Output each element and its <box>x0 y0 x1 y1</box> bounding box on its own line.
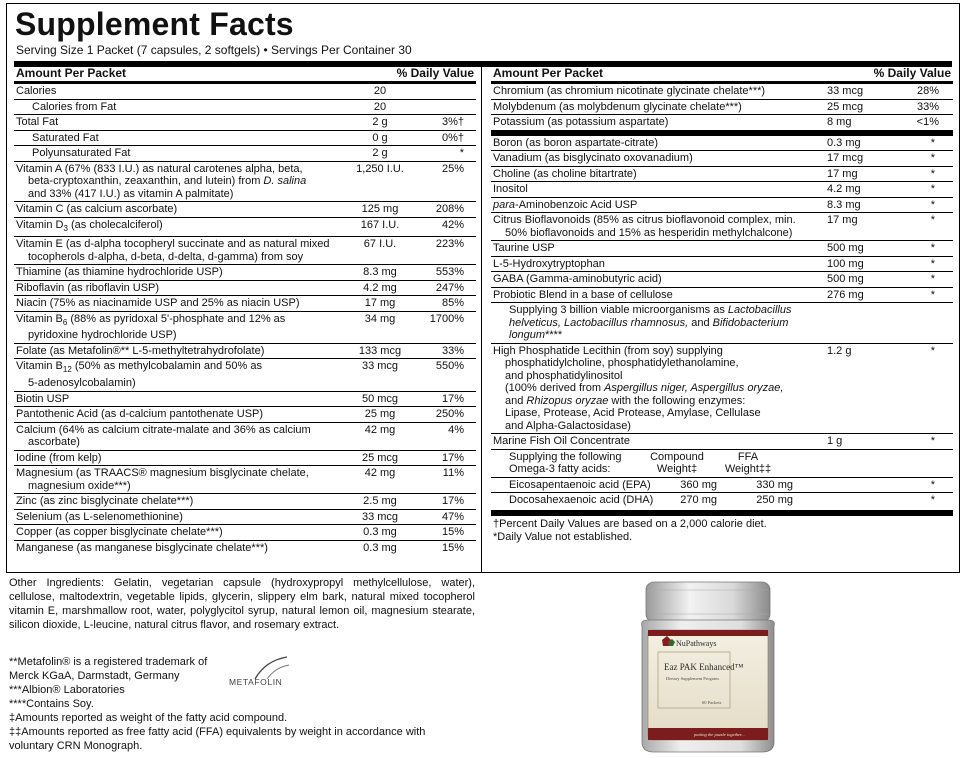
nutrient-row <box>14 280 476 296</box>
probiotic-species-2: Bifidobacterium <box>712 316 789 329</box>
product-brand: NuPathways <box>676 639 717 648</box>
nutrient-row <box>491 166 953 182</box>
lecithin-line: with the following enzymes: <box>608 394 746 407</box>
dv-footnote: †Percent Daily Values are based on a 2,000 calorie diet. <box>493 517 767 530</box>
nutrient-subscript: 6 <box>62 317 68 327</box>
nutrient-daily-value: 47% <box>441 510 464 523</box>
nutrient-name-text: Pantothenic Acid (as d-calcium pantothenate USP) <box>16 408 264 421</box>
nutrient-name <box>491 199 817 212</box>
nutrient-name-text: Riboflavin (as riboflavin USP) <box>16 281 160 294</box>
lecithin-organism: Aspergillus niger, Aspergillus oryzae, <box>604 382 784 394</box>
nutrient-amount: 8 mg <box>827 116 852 128</box>
nutrient-row <box>491 287 953 303</box>
fish-oil-amount: 1 g <box>827 435 843 447</box>
spacer <box>793 479 895 492</box>
nutrient-name <box>14 238 340 263</box>
nutrient-name-text: Total Fat <box>16 116 59 128</box>
fatty-acid-compound-weight: 270 mg <box>680 494 717 506</box>
nutrient-name <box>14 313 340 342</box>
omega-header-row <box>491 449 953 477</box>
nutrient-name-cont <box>16 436 340 449</box>
nutrient-amount: 25 mg <box>364 408 396 421</box>
nutrient-row <box>14 295 476 311</box>
nutrient-amount: 20 <box>373 100 387 113</box>
nutrient-name-text: Niacin (75% as niacinamide USP and 25% as niacin USP) <box>16 297 300 310</box>
nutrient-daily-value: 223% <box>435 238 464 251</box>
nutrient-name-text: Calcium (64% as calcium citrate-malate and 36% as calcium <box>16 423 311 436</box>
nutrient-name-text: Magnesium (as TRAACS® magnesium bisglycinate chelate, <box>16 467 309 480</box>
nutrient-name-text: L-5-Hydroxytryptophan <box>493 257 605 270</box>
nutrient-row <box>491 99 953 115</box>
nutrient-name <box>14 163 340 201</box>
nutrient-amount: 0.3 mg <box>363 541 397 554</box>
nutrient-row <box>14 264 476 280</box>
nutrient-subscript: 3 <box>63 223 68 233</box>
nutrient-name <box>491 85 817 98</box>
nutrient-row <box>14 114 476 130</box>
nutrient-row <box>14 236 476 264</box>
nutrient-row <box>14 81 476 99</box>
nutrient-daily-value: * <box>930 167 935 180</box>
other-ingredients: Other Ingredients: Gelatin, vegetarian capsule (hydroxypropyl methylcellulose, water), cellulose, maltodextrin, vegetable lipids, glycerin, slippery elm bark, natural mixed tocopherol vitamin E, marshmallow root, water, polyglycitol syrup, natural lemon oil, magnesium stearate, silicon dioxide, L-leucine, natural citrus flavor, and rosemary extract. <box>9 577 475 631</box>
right-column-header <box>491 66 953 80</box>
nutrient-amount: 42 mg <box>364 467 396 480</box>
spacer <box>793 494 895 507</box>
nutrient-amount: 17 mg <box>827 214 858 226</box>
nutrient-name-text: -Aminobenzoic Acid USP <box>515 198 638 211</box>
nutrient-amount: 33 mcg <box>361 360 399 373</box>
nutrient-daily-value: * <box>930 288 935 301</box>
probiotic-footnote-mark: **** <box>545 329 563 341</box>
nutrient-name-text: Inositol <box>493 183 528 195</box>
nutrient-amount: 8.3 mg <box>827 198 861 211</box>
nutrient-name-cont: 5-adenosylcobalamin) <box>28 377 136 390</box>
nutrient-amount: 67 I.U. <box>363 238 397 251</box>
nutrient-amount: 0.3 mg <box>363 526 397 539</box>
fatty-acid-row <box>491 492 953 508</box>
nutrient-name-cont: pyridoxine hydrochloride USP) <box>28 329 177 342</box>
amount-per-label: Amount Per Packet <box>16 66 127 80</box>
nutrient-daily-value: 247% <box>435 281 464 294</box>
nutrient-name-italic: D. salina <box>263 175 307 187</box>
nutrient-name-text: Saturated Fat <box>32 131 99 144</box>
nutrient-name <box>14 85 340 98</box>
amount-per-label: Amount Per Packet <box>493 66 604 80</box>
note-soy: ****Contains Soy. <box>9 698 94 710</box>
product-tagline: putting the puzzle together... <box>694 732 745 737</box>
nutrient-name <box>14 147 340 160</box>
nutrient-amount: 0 g <box>372 131 388 144</box>
nutrient-name-text: ascorbate) <box>28 436 80 449</box>
nutrient-daily-value: 15% <box>441 541 464 554</box>
nutrient-name <box>491 101 817 114</box>
nutrient-amount: 33 mcg <box>361 510 399 523</box>
nutrient-daily-value: * <box>930 214 935 226</box>
nutrient-row <box>14 465 476 493</box>
nutrient-daily-value <box>420 85 476 98</box>
omega-supply-line: Omega-3 fatty acids: <box>509 463 611 475</box>
lecithin-line: and Alpha-Galactosidase) <box>505 419 631 432</box>
nutrient-name-text: tocopherols d-alpha, d-beta, d-delta, d-gamma) from soy <box>28 250 304 263</box>
nutrient-row <box>14 422 476 450</box>
nutrient-row <box>14 540 476 556</box>
nutrient-daily-value: 85% <box>441 297 464 310</box>
nutrient-name-text: Citrus Bioflavonoids (85% as citrus bioflavonoid complex, min. <box>493 214 796 226</box>
nutrient-amount: 167 I.U. <box>360 218 400 231</box>
nutrient-daily-value: * <box>930 152 935 164</box>
nutrient-name <box>14 132 340 145</box>
nutrient-amount: 17 mg <box>364 297 396 310</box>
nutrient-row <box>491 197 953 213</box>
fatty-acid-compound-weight: 360 mg <box>680 478 717 491</box>
nutrient-name-text: (as cholecalciferol) <box>67 218 163 231</box>
nutrient-name-text: (50% as methylcobalamin and 50% as <box>71 360 262 373</box>
nutrient-name-text: Probiotic Blend in a base of cellulose <box>493 288 673 301</box>
nutrient-daily-value: 42% <box>441 218 464 231</box>
nutrient-name-text: Thiamine (as thiamine hydrochloride USP) <box>16 266 223 279</box>
nutrient-amount: 33 mcg <box>827 85 864 97</box>
nutrient-amount: 25 mcg <box>361 451 399 464</box>
nutrient-amount: 4.2 mg <box>363 281 397 294</box>
nutrient-name <box>14 282 340 295</box>
nutrient-name <box>491 214 817 239</box>
nutrient-amount: 2.5 mg <box>363 495 397 508</box>
nutrient-daily-value: 28% <box>916 85 939 97</box>
nutrient-daily-value: 17% <box>441 392 464 405</box>
nutrient-amount: 20 <box>373 85 387 97</box>
nutrient-daily-value: * <box>930 183 935 195</box>
nutrient-name-text: Vanadium (as bisglycinato oxovanadium) <box>493 152 693 164</box>
nutrient-name-cont <box>493 227 817 240</box>
lecithin-line: and phosphatidylinositol <box>505 369 623 382</box>
nutrient-amount: 8.3 mg <box>363 266 397 279</box>
left-column-header <box>14 66 476 80</box>
nutrient-amount: 17 mcg <box>827 152 864 164</box>
lecithin-line: High Phosphatide Lecithin (from soy) supplying <box>493 344 723 357</box>
logo-wordmark: METAFOLIN <box>229 677 283 687</box>
nutrient-daily-value: 17% <box>441 495 464 508</box>
nutrient-row <box>491 130 953 151</box>
nutrient-row <box>14 145 476 161</box>
nutrient-subscript: 12 <box>62 365 72 375</box>
nutrient-row <box>14 493 476 509</box>
nutrient-row <box>491 181 953 197</box>
nutrient-name-text: (88% as pyridoxal 5'-phosphate and 12% as <box>67 312 286 325</box>
compound-header: Compound <box>650 450 704 463</box>
nutrient-name-cont <box>16 251 340 264</box>
nutrient-daily-value: * <box>930 273 935 285</box>
nutrient-name <box>14 408 340 421</box>
nutrient-amount: 500 mg <box>827 273 864 285</box>
nutrient-amount: 133 mcg <box>358 344 402 357</box>
nutrient-amount: 50 mcg <box>361 392 399 405</box>
right-rows <box>491 81 953 302</box>
nutrient-name-cont <box>16 480 340 493</box>
note-ffa-line: voluntary CRN Monograph. <box>9 740 143 752</box>
nutrient-row <box>14 161 476 202</box>
lecithin-dv: * <box>930 344 935 357</box>
fatty-acid-cells <box>491 494 953 507</box>
probiotic-genus: Lactobacillus <box>727 304 792 316</box>
nutrient-daily-value: 25% <box>441 162 464 175</box>
ffa-header: FFA <box>737 450 759 463</box>
nutrient-name-text: Vitamin A (67% (833 I.U.) as natural carotenes alpha, beta, <box>16 162 303 175</box>
nutrient-daily-value: 33% <box>441 344 464 357</box>
nutrient-row <box>491 150 953 166</box>
nutrient-amount: 2 g <box>372 147 388 159</box>
nutrient-name-text: Calories <box>16 85 57 97</box>
metafolin-logo <box>227 655 295 689</box>
nutrient-name <box>14 495 340 508</box>
nutrient-name <box>491 273 817 286</box>
nutrient-name-text: Vitamin B <box>16 360 63 373</box>
fatty-acid-rows <box>491 477 953 508</box>
nutrient-daily-value <box>420 101 476 114</box>
nutrient-amount: 4.2 mg <box>827 183 861 195</box>
nutrient-name <box>14 542 340 555</box>
probiotic-species-1: helveticus, Lactobacillus rhamnosus, <box>509 316 689 329</box>
nutrient-row <box>14 201 476 217</box>
nutrient-name <box>14 424 340 449</box>
nutrient-amount: 1,250 I.U. <box>356 162 404 175</box>
note-metafolin: **Metafolin® is a registered trademark of <box>9 656 208 668</box>
not-established-footnote: *Daily Value not established. <box>493 530 633 543</box>
nutrient-amount: 276 mg <box>827 288 864 301</box>
note-merck: Merck KGaA, Darmstadt, Germany <box>9 670 180 682</box>
nutrient-name-cont <box>16 175 340 188</box>
nutrient-amount: 42 mg <box>364 423 396 436</box>
nutrient-daily-value: 550% <box>435 360 464 373</box>
nutrient-daily-value: 0%† <box>441 131 464 144</box>
nutrient-name <box>14 116 340 129</box>
compound-weight-header: Weight‡ <box>656 463 698 475</box>
nutrient-name-text: Zinc (as zinc bisglycinate chelate***) <box>16 495 194 508</box>
nutrient-row <box>14 391 476 407</box>
panel-title: Supplement Facts <box>15 6 294 42</box>
nutrient-name-text: Vitamin C (as calcium ascorbate) <box>16 203 178 215</box>
nutrient-name <box>491 137 817 150</box>
nutrient-name-text: Calories from Fat <box>32 100 117 113</box>
lecithin-line: and <box>505 394 527 407</box>
nutrient-name-text: Folate (as Metafolin®** L-5-methyltetrahydrofolate) <box>16 344 265 357</box>
nutrient-row <box>14 99 476 115</box>
nutrient-row <box>491 271 953 287</box>
nutrient-amount: 34 mg <box>364 312 396 325</box>
lecithin-amount: 1.2 g <box>827 344 852 357</box>
nutrient-name-text: Choline (as choline bitartrate) <box>493 167 637 180</box>
probiotic-text: Supplying 3 billion viable microorganisms as <box>509 304 728 316</box>
nutrient-daily-value: 11% <box>442 467 464 480</box>
right-nutrient-column <box>491 66 953 544</box>
nutrient-name-text: beta-cryptoxanthin, zeaxanthin, and lutein) from <box>28 175 261 187</box>
nutrient-row <box>14 130 476 146</box>
nutrient-row <box>491 240 953 256</box>
nutrient-name <box>14 526 340 539</box>
nutrient-name <box>491 116 817 129</box>
nutrient-daily-value: 4% <box>448 423 464 436</box>
nutrient-amount: 2 g <box>372 116 388 128</box>
fatty-acid-daily-value: * <box>930 478 935 491</box>
daily-value-label: % Daily Value <box>396 66 474 80</box>
lecithin-line: phosphatidylcholine, phosphatidylethanolamine, <box>505 357 739 369</box>
nutrient-name-text: Copper (as copper bisglycinate chelate***) <box>16 526 223 539</box>
nutrient-name <box>491 168 817 181</box>
product-subtitle: Dietary Supplement Program <box>666 676 719 681</box>
nutrient-row <box>491 81 953 99</box>
fish-oil-row <box>491 433 953 449</box>
nutrient-name <box>491 289 817 302</box>
nutrient-daily-value: * <box>930 242 935 254</box>
probiotic-detail-row <box>491 302 953 343</box>
daily-value-label: % Daily Value <box>873 66 951 80</box>
nutrient-name-text: Manganese (as manganese bisglycinate chelate***) <box>16 541 268 554</box>
nutrient-name-text: Vitamin D <box>16 218 64 231</box>
lecithin-organism: Rhizopus oryzae <box>526 394 609 407</box>
nutrient-row <box>14 450 476 466</box>
nutrient-name <box>14 101 340 114</box>
nutrient-name <box>14 297 340 310</box>
nutrient-name <box>14 345 340 358</box>
ffa-weight-header: Weight‡‡ <box>724 463 772 475</box>
fatty-acid-name: Docosahexaenoic acid (DHA) <box>509 494 654 506</box>
fatty-acid-cells <box>491 479 953 492</box>
fatty-acid-name: Eicosapentaenoic acid (EPA) <box>509 478 651 491</box>
nutrient-name-text: GABA (Gamma-aminobutyric acid) <box>493 273 662 285</box>
nutrient-daily-value: 1700% <box>429 312 464 325</box>
nutrient-daily-value: 250% <box>435 408 464 421</box>
nutrient-daily-value: 17% <box>441 451 464 464</box>
nutrient-amount: 100 mg <box>827 257 864 270</box>
nutrient-name-text: Taurine USP <box>493 242 555 254</box>
nutrient-name-text: Vitamin E (as d-alpha tocopheryl succinate and as natural mixed <box>16 238 330 251</box>
nutrient-daily-value: 3%† <box>441 116 464 128</box>
nutrient-row <box>491 256 953 272</box>
note-albion: ***Albion® Laboratories <box>9 684 125 696</box>
nutrient-amount: 25 mcg <box>827 100 864 113</box>
nutrient-amount: 17 mg <box>827 167 858 180</box>
nutrient-daily-value: 33% <box>916 100 939 113</box>
nutrient-daily-value: 15% <box>441 526 464 539</box>
fatty-acid-daily-value: * <box>930 494 935 506</box>
nutrient-row <box>491 114 953 130</box>
nutrient-name <box>14 452 340 465</box>
nutrient-row <box>14 343 476 359</box>
nutrient-name-text: Polyunsaturated Fat <box>32 147 131 159</box>
nutrient-amount: 500 mg <box>827 242 864 254</box>
nutrient-row <box>14 311 476 343</box>
serving-info: Serving Size 1 Packet (7 capsules, 2 softgels) • Servings Per Container 30 <box>16 43 412 57</box>
nutrient-row <box>14 406 476 422</box>
product-count: 60 Packets <box>702 700 722 705</box>
nutrient-daily-value: 208% <box>435 203 464 215</box>
nutrient-name-text: Vitamin B <box>16 312 63 325</box>
footnotes <box>491 510 953 544</box>
nutrient-amount: 125 mg <box>361 203 399 215</box>
note-ffa-line: ‡‡Amounts reported as free fatty acid (FFA) equivalents by weight in accordance with <box>9 726 426 738</box>
nutrient-name-text: Molybdenum (as molybdenum glycinate chelate***) <box>493 100 742 113</box>
nutrient-name <box>491 183 817 196</box>
nutrient-name <box>14 360 340 389</box>
nutrient-name <box>491 242 817 255</box>
nutrient-name <box>14 467 340 492</box>
nutrient-name <box>14 511 340 524</box>
nutrient-name-text: Iodine (from kelp) <box>16 451 102 464</box>
column-divider <box>481 67 482 572</box>
fish-oil-dv: * <box>930 435 935 447</box>
nutrient-name-italic: para <box>493 198 516 211</box>
nutrient-name-text: magnesium oxide***) <box>28 479 131 492</box>
nutrient-name <box>14 266 340 279</box>
left-rows <box>14 81 476 555</box>
nutrient-name <box>491 152 817 165</box>
nutrient-row <box>14 524 476 540</box>
nutrient-name-text: 50% bioflavonoids and 15% as hesperidin methylchalcone) <box>505 226 793 239</box>
nutrient-name-text: Selenium (as L-selenomethionine) <box>16 510 183 523</box>
nutrient-daily-value: * <box>930 257 935 270</box>
fish-oil-name: Marine Fish Oil Concentrate <box>493 435 630 447</box>
product-name: Eaz PAK Enhanced™ <box>664 662 744 672</box>
lecithin-line: (100% derived from <box>505 382 605 394</box>
nutrient-daily-value: 553% <box>435 266 464 279</box>
probiotic-species-3: longum <box>509 329 546 341</box>
nutrient-name <box>14 219 340 236</box>
nutrient-name-cont: and 33% (417 I.U.) as vitamin A palmitate) <box>28 187 234 200</box>
note-compound-weight: ‡Amounts reported as weight of the fatty acid compound. <box>9 712 288 724</box>
nutrient-daily-value: * <box>930 198 935 211</box>
nutrient-name <box>491 258 817 271</box>
supplement-facts-panel <box>6 3 960 573</box>
nutrient-name-text: Biotin USP <box>16 392 70 405</box>
probiotic-and: and <box>688 316 713 329</box>
nutrient-name <box>14 393 340 406</box>
nutrient-daily-value: <1% <box>916 116 939 128</box>
nutrient-amount: 0.3 mg <box>827 136 861 149</box>
fatty-acid-row <box>491 477 953 493</box>
fatty-acid-ffa-weight: 250 mg <box>756 494 793 506</box>
nutrient-name-text: Potassium (as potassium aspartate) <box>493 116 669 128</box>
omega-supply-line: Supplying the following <box>509 450 622 463</box>
nutrient-name-text: Boron (as boron aspartate-citrate) <box>493 136 659 149</box>
nutrient-daily-value: * <box>459 147 464 159</box>
nutrient-row <box>491 212 953 240</box>
left-nutrient-column <box>14 66 476 555</box>
nutrient-row <box>14 358 476 390</box>
lecithin-line: Lipase, Protease, Acid Protease, Amylase, Cellulase <box>505 407 761 419</box>
nutrient-name <box>14 203 340 216</box>
nutrient-name-text: Chromium (as chromium nicotinate glycinate chelate***) <box>493 85 766 97</box>
nutrient-row <box>14 217 476 237</box>
product-jar-image <box>636 580 780 756</box>
lecithin-row <box>491 343 953 434</box>
fatty-acid-ffa-weight: 330 mg <box>756 478 793 491</box>
nutrient-row <box>14 509 476 525</box>
nutrient-daily-value: * <box>930 136 935 149</box>
